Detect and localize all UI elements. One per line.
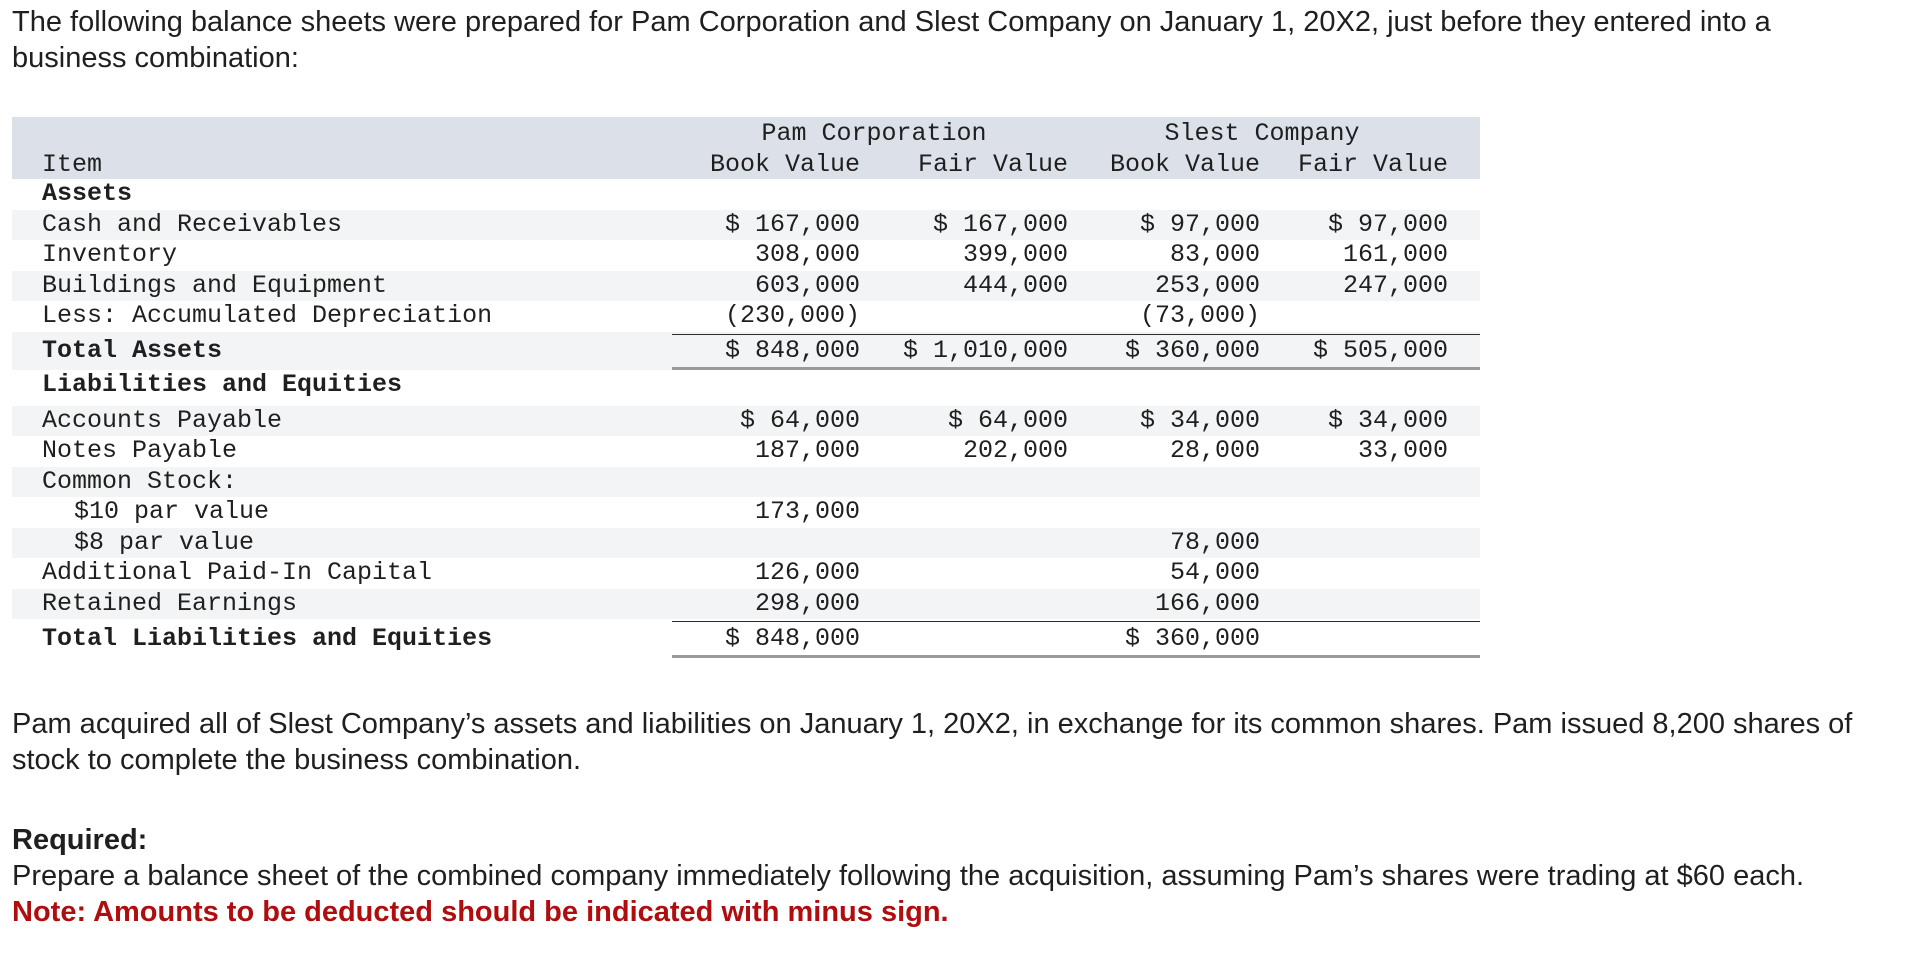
subtotal-rule xyxy=(672,621,1480,622)
row-value: $ 34,000 xyxy=(1327,405,1448,435)
row-label: Total Liabilities and Equities xyxy=(42,624,493,653)
acquisition-paragraph: Pam acquired all of Slest Company’s assets and liabilities on January 1, 20X2, in exchange for its common shares. Pam issued 8,200 shares of stock to complete the business combination. xyxy=(12,708,1853,776)
group-header-slest: Slest Company xyxy=(1164,119,1360,148)
row-label: Accounts Payable xyxy=(42,405,283,435)
row-value: 202,000 xyxy=(962,436,1068,465)
row-value: 28,000 xyxy=(1169,436,1260,465)
table-row xyxy=(12,528,1480,559)
balance-sheet-table xyxy=(12,117,1480,653)
row-label: Buildings and Equipment xyxy=(42,270,388,300)
row-value: 54,000 xyxy=(1169,558,1260,587)
row-label: Retained Earnings xyxy=(42,588,298,618)
table-row xyxy=(12,210,1480,241)
row-label: Inventory xyxy=(42,240,178,269)
table-row xyxy=(12,406,1480,437)
row-value: 83,000 xyxy=(1169,240,1260,269)
item-header: Item xyxy=(42,150,103,179)
row-label: Cash and Receivables xyxy=(42,209,343,239)
column-header-slest-book: Book Value xyxy=(1109,150,1260,179)
row-value: 253,000 xyxy=(1154,270,1260,300)
row-value: 161,000 xyxy=(1342,240,1448,269)
table-row xyxy=(12,271,1480,302)
table-row xyxy=(12,240,1480,271)
row-value: $ 848,000 xyxy=(724,624,860,653)
row-value: 444,000 xyxy=(962,270,1068,300)
row-label: Common Stock: xyxy=(42,466,238,496)
row-value: 33,000 xyxy=(1357,436,1448,465)
row-value: $ 64,000 xyxy=(739,405,860,435)
row-value: 166,000 xyxy=(1154,588,1260,618)
row-value: $ 34,000 xyxy=(1139,405,1260,435)
row-value: $ 1,010,000 xyxy=(902,335,1068,365)
subtotal-rule xyxy=(672,334,1480,335)
required-heading: Required: xyxy=(12,824,148,856)
row-label: Assets xyxy=(42,179,133,208)
table-body xyxy=(12,179,1480,658)
row-label: $10 par value xyxy=(74,497,270,526)
row-label: Notes Payable xyxy=(42,436,238,465)
row-value: 187,000 xyxy=(754,436,860,465)
row-value: $ 167,000 xyxy=(724,209,860,239)
total-rule xyxy=(672,655,1480,658)
row-value: 399,000 xyxy=(962,240,1068,269)
row-value: 126,000 xyxy=(754,558,860,587)
row-value: 298,000 xyxy=(754,588,860,618)
row-value: $ 360,000 xyxy=(1124,335,1260,365)
row-value: 603,000 xyxy=(754,270,860,300)
table-row xyxy=(12,332,1480,370)
row-value: 247,000 xyxy=(1342,270,1448,300)
table-row xyxy=(12,467,1480,498)
row-label: $8 par value xyxy=(74,527,255,557)
row-value: $ 848,000 xyxy=(724,335,860,365)
row-value: 78,000 xyxy=(1169,527,1260,557)
required-text: Prepare a balance sheet of the combined company immediately following the acquisition, assuming Pam’s shares were trading at $60 each. xyxy=(12,860,1805,892)
table-row xyxy=(12,589,1480,620)
row-label: Liabilities and Equities xyxy=(42,369,403,399)
table-row xyxy=(12,179,1480,210)
required-section xyxy=(12,822,1892,930)
table-row xyxy=(12,497,1480,528)
row-value: (230,000) xyxy=(724,301,860,330)
table-header xyxy=(12,117,1480,179)
group-header-pam: Pam Corporation xyxy=(761,119,987,148)
table-row xyxy=(12,436,1480,467)
row-value: $ 167,000 xyxy=(932,209,1068,239)
column-header-pam-book: Book Value xyxy=(709,150,860,179)
total-rule xyxy=(672,367,1480,370)
row-value: $ 97,000 xyxy=(1139,209,1260,239)
row-label: Additional Paid-In Capital xyxy=(42,558,433,587)
row-value: (73,000) xyxy=(1139,301,1260,330)
note-text: Note: Amounts to be deducted should be indicated with minus sign. xyxy=(12,896,949,928)
table-row xyxy=(12,558,1480,589)
row-value: 308,000 xyxy=(754,240,860,269)
row-value: 173,000 xyxy=(754,497,860,526)
row-value: $ 97,000 xyxy=(1327,209,1448,239)
row-value: $ 505,000 xyxy=(1312,335,1448,365)
row-label: Less: Accumulated Depreciation xyxy=(42,301,493,330)
table-row xyxy=(12,619,1480,658)
table-row xyxy=(12,301,1480,332)
intro-text: The following balance sheets were prepared for Pam Corporation and Slest Company on January 1, 20X2, just before they entered into a business combination: xyxy=(12,6,1771,74)
column-header-slest-fair: Fair Value xyxy=(1297,150,1448,179)
column-header-pam-fair: Fair Value xyxy=(917,150,1068,179)
row-label: Total Assets xyxy=(42,335,223,365)
row-value: $ 64,000 xyxy=(947,405,1068,435)
row-value: $ 360,000 xyxy=(1124,624,1260,653)
table-row xyxy=(12,370,1480,406)
